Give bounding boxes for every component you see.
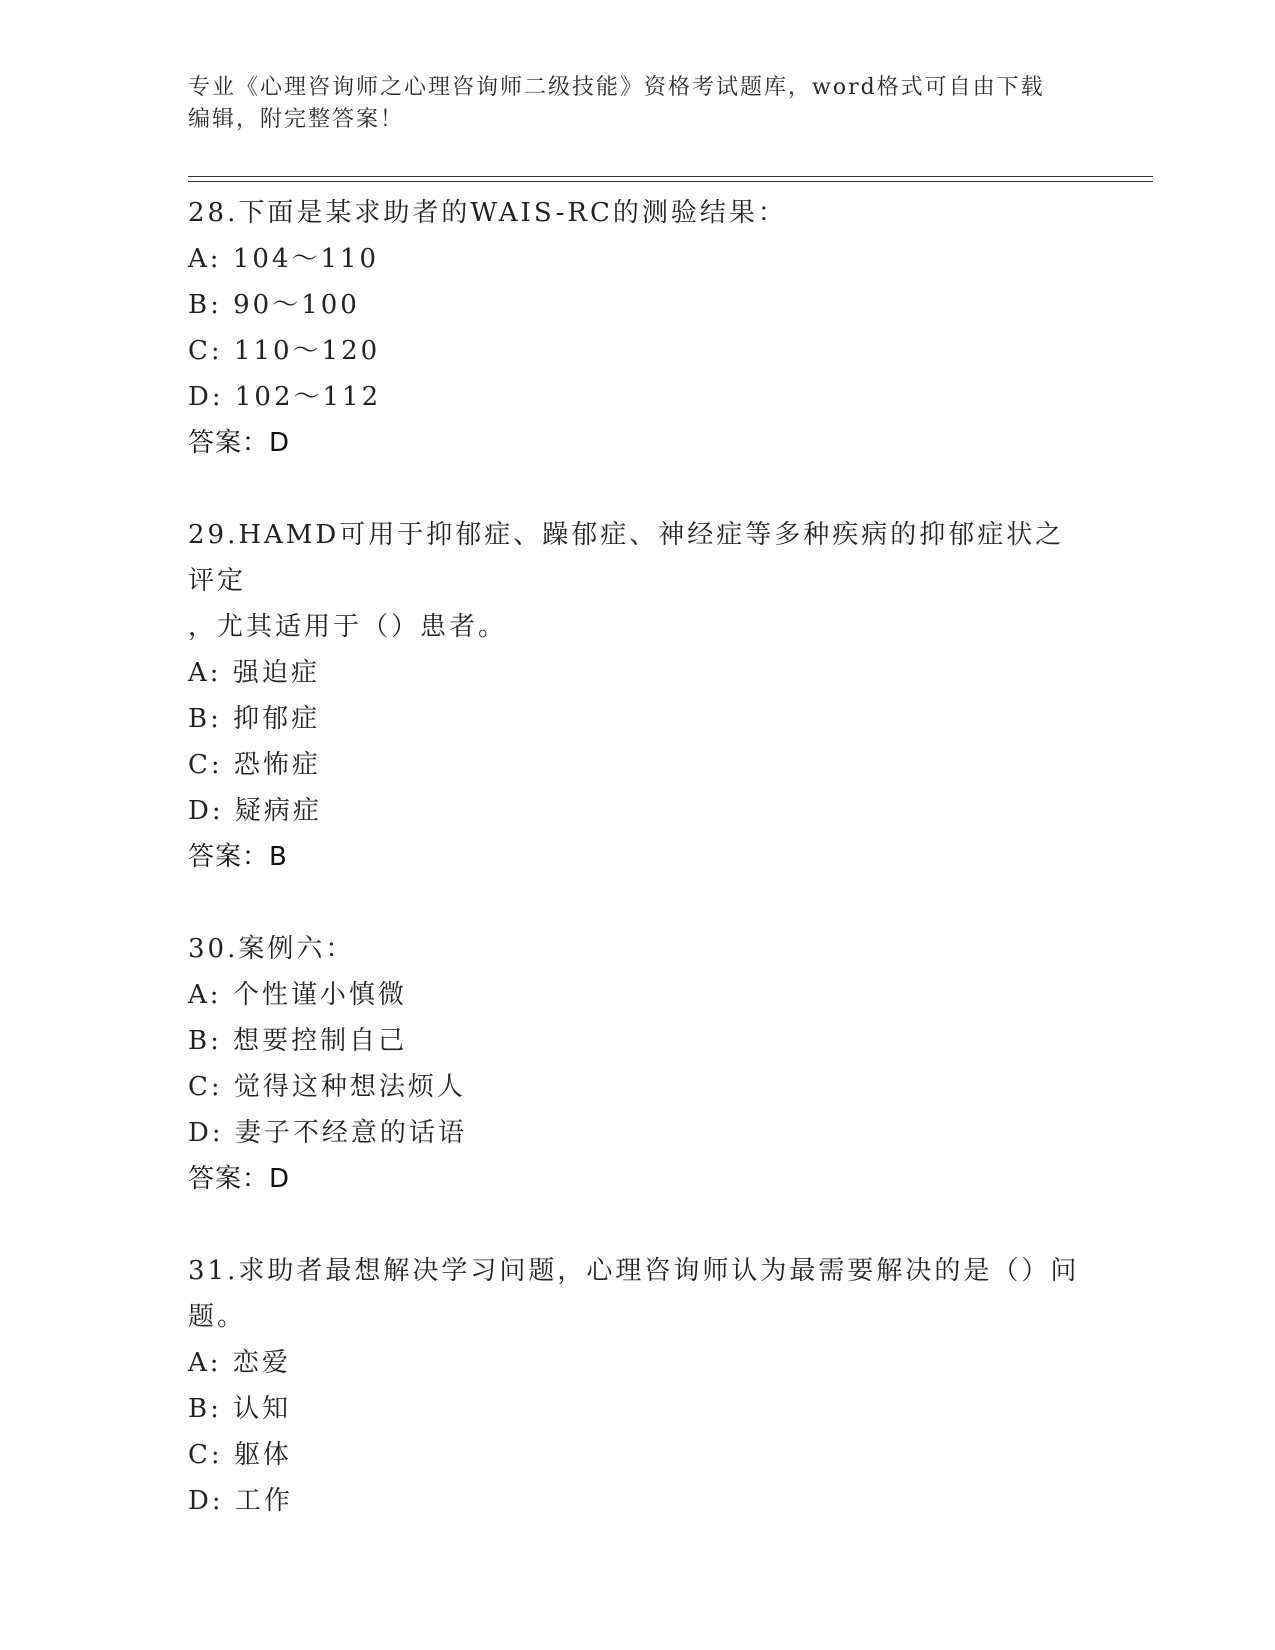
question-stem-line-2: ，尤其适用于（）患者。 xyxy=(188,612,508,642)
option-text: 90～100 xyxy=(233,290,360,320)
question-stem-line-2: 题。 xyxy=(188,1302,247,1332)
option-letter: C: xyxy=(188,1440,223,1470)
answer-label: 答案：D xyxy=(188,428,291,458)
option-text: 102～112 xyxy=(234,382,382,412)
option-a xyxy=(188,650,1088,696)
option-c xyxy=(188,328,1088,374)
option-d xyxy=(188,788,1088,834)
option-letter: A: xyxy=(188,980,222,1010)
option-c xyxy=(188,1064,1088,1110)
option-b xyxy=(188,1018,1088,1064)
option-letter: C: xyxy=(188,1072,223,1102)
option-text: 104～110 xyxy=(232,244,380,274)
option-letter: A: xyxy=(188,244,222,274)
question-28 xyxy=(188,190,1088,466)
header-line-2: 编辑，附完整答案！ xyxy=(188,107,405,132)
option-d xyxy=(188,374,1088,420)
option-text: 觉得这种想法烦人 xyxy=(233,1072,466,1102)
option-a xyxy=(188,236,1088,282)
header-line-1: 专业《心理咨询师之心理咨询师二级技能》资格考试题库，word格式可自由下载 xyxy=(188,75,1045,100)
option-b xyxy=(188,1386,1088,1432)
option-letter: D: xyxy=(188,382,224,412)
answer-label: 答案：B xyxy=(188,842,288,872)
option-letter: B: xyxy=(188,1394,222,1424)
question-stem: 28.下面是某求助者的WAIS-RC的测验结果： xyxy=(188,198,787,228)
question-stem-line-1: 29.HAMD可用于抑郁症、躁郁症、神经症等多种疾病的抑郁症状之评定 xyxy=(188,520,1065,596)
option-d xyxy=(188,1478,1088,1524)
option-text: 工作 xyxy=(234,1486,293,1516)
question-31 xyxy=(188,1248,1088,1524)
option-letter: D: xyxy=(188,796,224,826)
question-stem-line-1: 31.求助者最想解决学习问题，心理咨询师认为最需要解决的是（）问 xyxy=(188,1256,1080,1286)
option-text: 躯体 xyxy=(233,1440,292,1470)
option-letter: C: xyxy=(188,750,223,780)
option-text: 强迫症 xyxy=(232,658,320,688)
option-letter: D: xyxy=(188,1486,224,1516)
option-text: 妻子不经意的话语 xyxy=(234,1118,467,1148)
option-text: 个性谨小慎微 xyxy=(232,980,407,1010)
option-text: 110～120 xyxy=(233,336,381,366)
option-letter: A: xyxy=(188,1348,222,1378)
option-letter: B: xyxy=(188,1026,222,1056)
option-letter: A: xyxy=(188,658,222,688)
header-divider-top xyxy=(188,176,1153,177)
question-list xyxy=(188,190,1088,1570)
document-header xyxy=(188,72,1088,136)
option-letter: B: xyxy=(188,704,222,734)
option-b xyxy=(188,696,1088,742)
option-text: 抑郁症 xyxy=(233,704,321,734)
option-text: 恋爱 xyxy=(232,1348,291,1378)
option-a xyxy=(188,1340,1088,1386)
option-letter: D: xyxy=(188,1118,224,1148)
option-letter: C: xyxy=(188,336,223,366)
option-letter: B: xyxy=(188,290,222,320)
question-29 xyxy=(188,512,1088,880)
question-stem: 30.案例六： xyxy=(188,934,355,964)
option-text: 认知 xyxy=(233,1394,292,1424)
option-c xyxy=(188,1432,1088,1478)
question-30 xyxy=(188,926,1088,1202)
header-divider-bottom xyxy=(188,181,1153,182)
option-text: 恐怖症 xyxy=(233,750,321,780)
option-d xyxy=(188,1110,1088,1156)
option-b xyxy=(188,282,1088,328)
answer-label: 答案：D xyxy=(188,1164,291,1194)
option-c xyxy=(188,742,1088,788)
option-text: 想要控制自己 xyxy=(233,1026,408,1056)
option-text: 疑病症 xyxy=(234,796,322,826)
option-a xyxy=(188,972,1088,1018)
